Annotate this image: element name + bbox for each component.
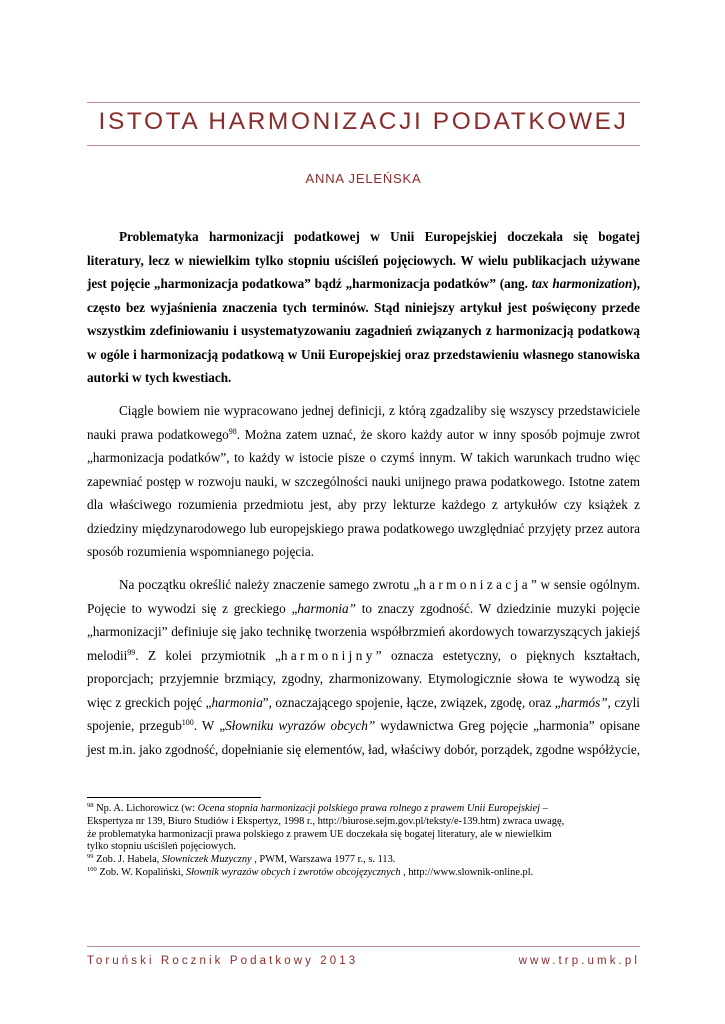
footnote-98-line: że problematyka harmonizacji prawa polskiego z prawem UE doczekała się bogatej literatury, ale w niewielkim xyxy=(87,828,552,840)
abstract-term-italic: tax harmonization xyxy=(531,276,633,291)
article-title: ISTOTA HARMONIZACJI PODATKOWEJ xyxy=(98,108,629,135)
paragraph-line: melodii$^{99}$. Z kolei przymiotnik „harmonijny” oznacza estetyczny, o pięknych kształtach, xyxy=(87,647,640,663)
footnote-98: $^{98}$ Np. A. Lichorowicz (w: Ocena stopnia harmonizacji polskiego prawa rolnego z prawem Unii Europejskiej – xyxy=(87,802,548,814)
abstract-paragraph xyxy=(87,225,640,390)
footnote-98-line: tylko stopniu uściśleń pojęciowych. xyxy=(87,841,236,853)
footnote-ref-100[interactable]: 100 xyxy=(181,718,194,727)
footnote-ref-99[interactable]: 99 xyxy=(127,647,136,657)
paragraph-line: Na początku określić należy znaczenie samego zwrotu „harmonizacja” w sensie ogólnym. xyxy=(119,577,640,592)
paragraph-line: „harmonizacja podatków”, to każdy w istocie pisze o czymś innym. W takich warunkach trudno więc xyxy=(87,450,640,465)
paragraph-line: dziedziny międzynarodowego lub europejskiego prawa podatkowego uwzględniać przyjęty przez autora xyxy=(87,520,640,536)
abstract-line: w ogóle i harmonizacją podatkową w Unii Europejskiej oraz przedstawieniu własnego stanowiska xyxy=(87,346,640,362)
paragraph-line: Ciągle bowiem nie wypracowano jednej definicji, z którą zgadzaliby się wszyscy przedstawiciele xyxy=(119,403,640,418)
footer-rule xyxy=(87,946,640,947)
paragraph-line: zapewniać postęp w rozwoju nauki, w szczególności nauki unijnego prawa podatkowego. Istotne zatem xyxy=(87,473,640,489)
footnote-98-line: Ekspertyza nr 139, Biuro Studiów i Ekspertyz, 1998 r., http://biurose.sejm.gov.pl/teksty/e-139.htm) zwraca uwagę, xyxy=(87,815,565,827)
title-top-rule xyxy=(87,102,640,103)
spaced-term: harmonijny xyxy=(280,647,376,663)
paragraph-line: jest m.in. jako zgodność, dopełnianie się elementów, ład, właściwy dobór, porządek, zgodne współżycie, xyxy=(87,741,640,757)
paragraph-2 xyxy=(87,573,640,761)
paragraph-1 xyxy=(87,399,640,564)
footnote-99: $^{99}$ Zob. J. Habela, Słowniczek Muzyczny , PWM, Warszawa 1977 r., s. 113. xyxy=(87,853,396,866)
paragraph-line: dla właściwego rozumienia przedmiotu jest, aby przy lekturze każdego z artykułów czy książek z xyxy=(87,497,640,512)
abstract-line: jest pojęcie „harmonizacja podatkowa” bądź „harmonizacja podatków” (ang. tax harmonization), xyxy=(87,276,641,291)
paragraph-line: Pojęcie to wywodzi się z greckiego „harmonia” to znaczy zgodność. W dziedzinie muzyki pojęcie xyxy=(87,600,641,616)
footnote-100: $^{100}$ Zob. W. Kopaliński, Słownik wyrazów obcych i zwrotów obcojęzycznych , http://www.slownik-online.pl. xyxy=(87,865,534,878)
title-bottom-rule xyxy=(87,145,640,146)
footnotes xyxy=(87,803,640,880)
abstract-line: wszystkim zdefiniowaniu i usystematyzowaniu zagadnień związanych z harmonizacją podatkową xyxy=(87,323,640,338)
paragraph-line: więc z greckich pojęć „harmonia”, oznaczającego spojenie, łącze, związek, zgodę, oraz „harmós”, czyli xyxy=(87,694,640,710)
spaced-term: harmonizacja xyxy=(419,577,531,592)
paragraph-line: „harmonizacji” definiuje się jako technikę tworzenia współbrzmień akordowych towarzyszących jakiejś xyxy=(87,624,640,639)
footnote-ref-98[interactable]: 98 xyxy=(228,426,237,436)
paragraph-line: nauki prawa podatkowego$^{98}$. Można zatem uznać, że skoro każdy autor w inny sposób pojmuje zwrot xyxy=(87,426,640,442)
article-author: ANNA JELEŃSKA xyxy=(305,171,422,186)
abstract-line: autorki w tych kwestiach. xyxy=(87,370,232,385)
paragraph-line: sposób rozumienia wspomnianego pojęcia. xyxy=(87,544,315,559)
footer-url[interactable]: www.trp.umk.pl xyxy=(518,955,640,967)
abstract-line: Problematyka harmonizacji podatkowej w Unii Europejskiej doczekała się bogatej xyxy=(119,229,640,244)
abstract-line: często bez wyjaśnienia znaczenia tych terminów. Stąd niniejszy artykuł jest poświęcony przede xyxy=(87,299,640,315)
paragraph-line: spojenie, przegub$^{100}$. W „Słowniku wyrazów obcych” wydawnictwa Greg pojęcie „harmonia” opisane xyxy=(87,718,640,733)
footnote-separator xyxy=(87,797,261,798)
abstract-line: literatury, lecz w niewielkim tylko stopniu uściśleń pojęciowych. W wielu publikacjach używane xyxy=(87,252,640,268)
footer-journal: Toruński Rocznik Podatkowy 2013 xyxy=(87,955,359,967)
page-footer xyxy=(87,955,640,971)
paragraph-line: proporcjach; przyjemnie brzmiący, zgodny, zharmonizowany. Etymologicznie słowa te wywodzą się xyxy=(87,671,640,686)
